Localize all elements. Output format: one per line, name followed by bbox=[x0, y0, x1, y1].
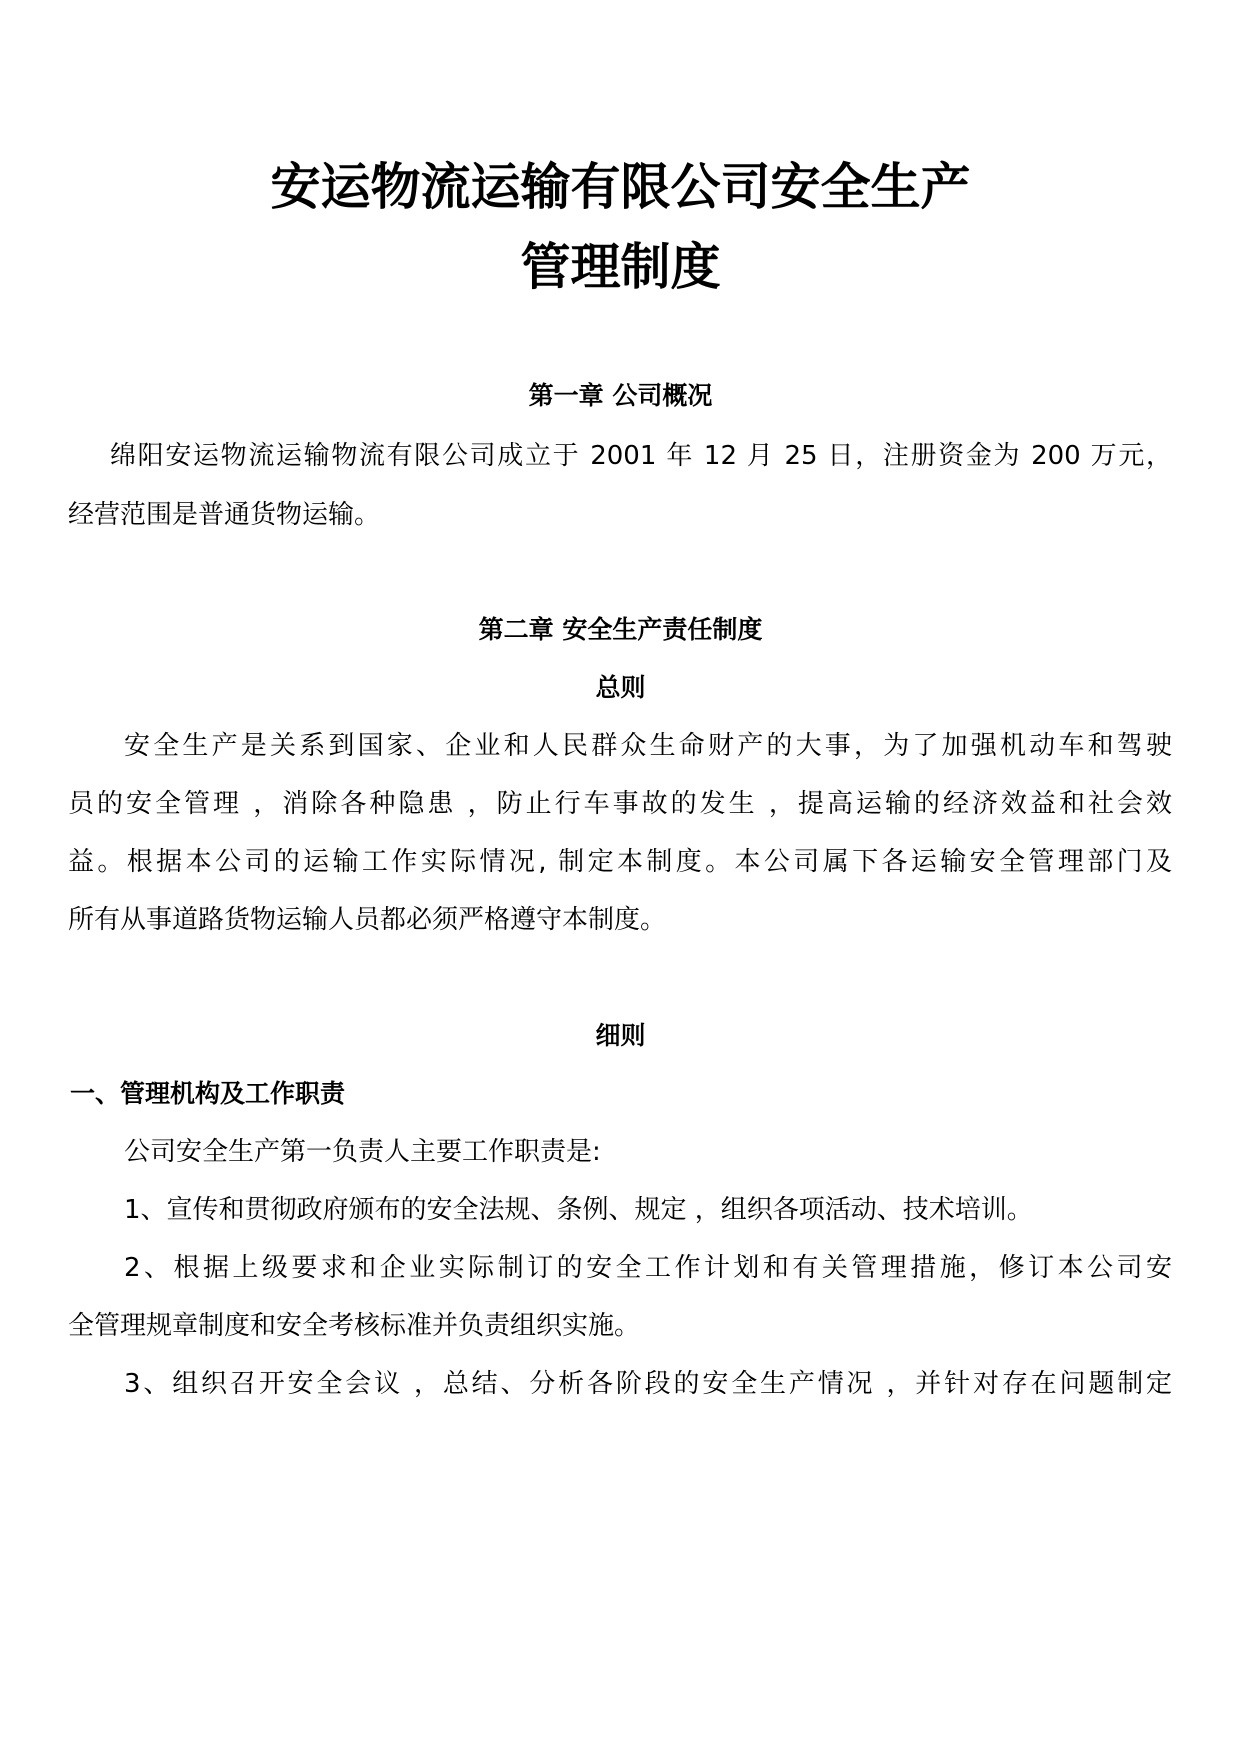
chapter-1-heading: 第一章 公司概况 bbox=[528, 381, 713, 410]
general-paragraph-line-3: 益。根据本公司的运输工作实际情况, 制定本制度。本公司属下各运输安全管理部门及 bbox=[68, 847, 1172, 877]
duty-item-3-line-1: 3、组织召开安全会议 ，总结、分析各阶段的安全生产情况 ，并针对存在问题制定 bbox=[124, 1369, 1172, 1399]
duty-item-2-line-2: 全管理规章制度和安全考核标准并负责组织实施。 bbox=[68, 1311, 641, 1341]
chapter-2-heading: 第二章 安全生产责任制度 bbox=[478, 615, 763, 644]
document-title-line-1: 安运物流运输有限公司安全生产 bbox=[270, 158, 971, 216]
general-paragraph-line-1: 安全生产是关系到国家、企业和人民群众生命财产的大事，为了加强机动车和驾驶 bbox=[124, 731, 1172, 761]
chapter-1-paragraph-line-1: 绵阳安运物流运输物流有限公司成立于 2001 年 12 月 25 日，注册资金为 200 万元， bbox=[110, 441, 1172, 471]
section-1-intro: 公司安全生产第一负责人主要工作职责是: bbox=[124, 1137, 601, 1167]
general-paragraph-line-4: 所有从事道路货物运输人员都必须严格遵守本制度。 bbox=[68, 905, 667, 935]
document-title-line-2: 管理制度 bbox=[520, 238, 721, 296]
general-provisions-heading: 总则 bbox=[595, 673, 646, 702]
section-1-heading: 一、管理机构及工作职责 bbox=[70, 1079, 346, 1108]
detailed-rules-heading: 细则 bbox=[595, 1021, 646, 1050]
chapter-1-paragraph-line-2: 经营范围是普通货物运输。 bbox=[68, 500, 381, 530]
general-paragraph-line-2: 员的安全管理 ，消除各种隐患 ，防止行车事故的发生 ，提高运输的经济效益和社会效 bbox=[68, 789, 1172, 819]
duty-item-1: 1、宣传和贯彻政府颁布的安全法规、条例、规定 ，组织各项活动、技术培训。 bbox=[124, 1195, 1033, 1225]
duty-item-2-line-1: 2、根据上级要求和企业实际制订的安全工作计划和有关管理措施，修订本公司安 bbox=[124, 1253, 1172, 1283]
